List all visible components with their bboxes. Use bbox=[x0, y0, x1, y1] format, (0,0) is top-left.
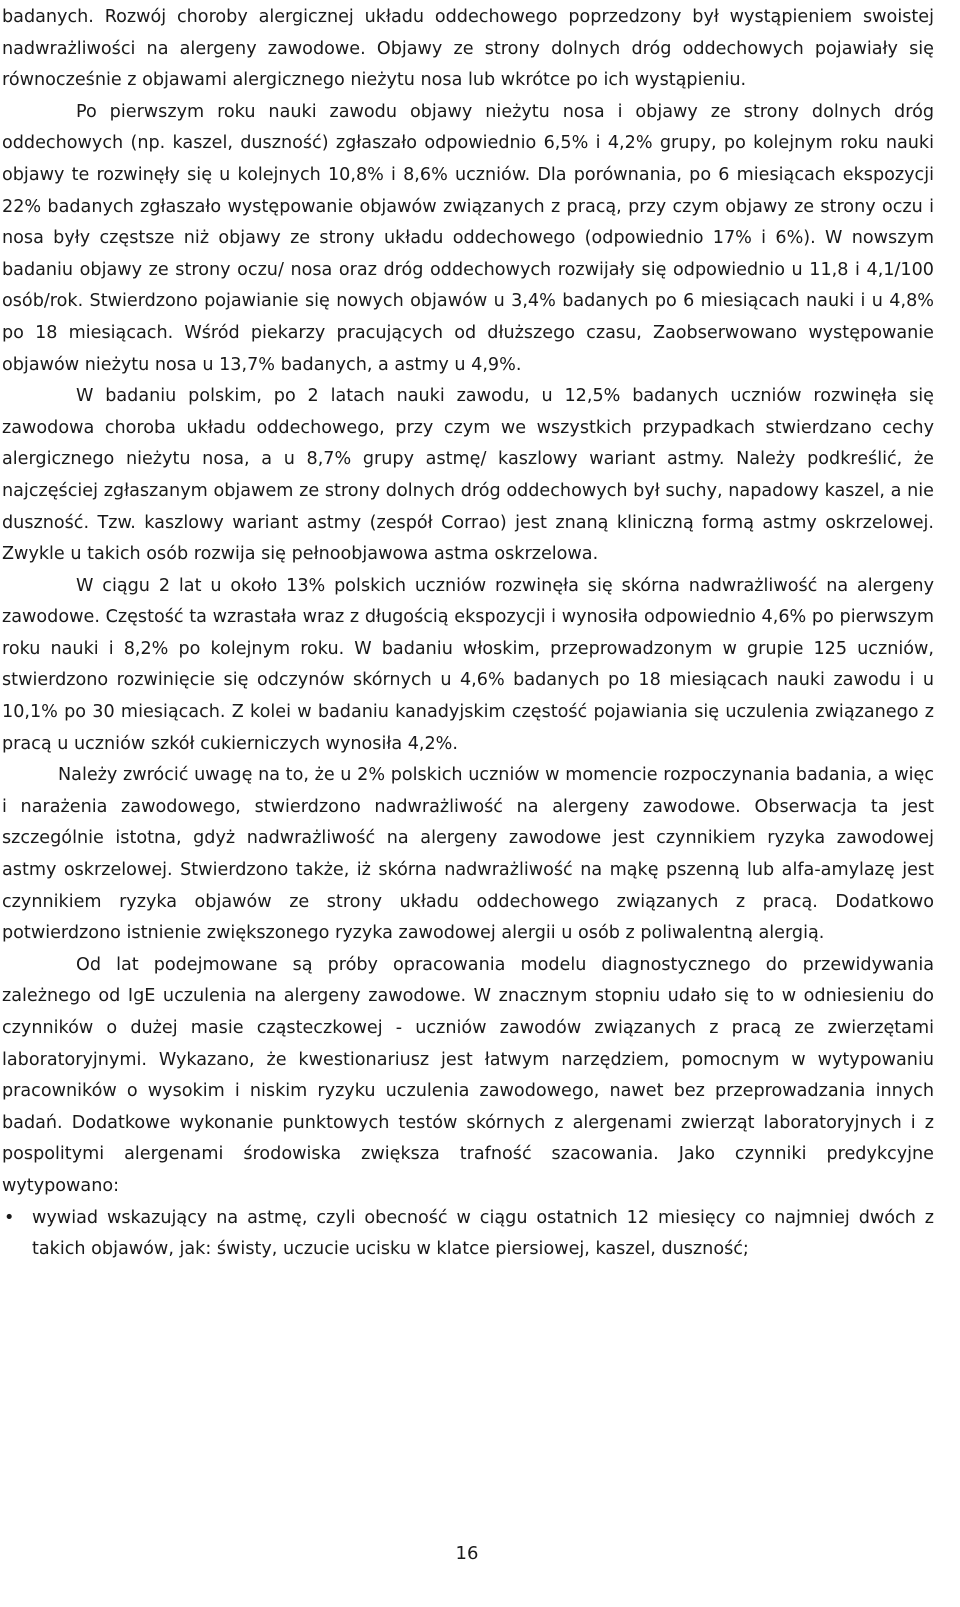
paragraph-diagnostic-model: Od lat podejmowane są próby opracowania modelu diagnostycznego do przewidywania zależnego od IgE uczulenia na alergeny zawodowe. W znacznym stopniu udało się to w odniesieniu do czynników o dużej masie cząsteczkowej - uczniów zawodów związanych z pracą ze zwierzętami laboratoryjnymi. Wykazano, że kwestionariusz jest łatwym narzędziem, pomocnym w wytypowaniu pracowników o wysokim i niskim ryzyku uczulenia zawodowego, nawet bez przeprowadzania innych badań. Dodatkowe wykonanie punktowych testów skórnych z alergenami zwierząt laboratoryjnych i z pospolitymi alergenami środowiska zwiększa trafność szacowania. Jako czynniki predykcyjne wytypowano: bbox=[2, 954, 934, 1196]
predictive-factors-list bbox=[2, 1203, 934, 1266]
paragraph-skin-sensitization: W ciągu 2 lat u około 13% polskich uczniów rozwinęła się skórna nadwrażliwość na alergeny zawodowe. Częstość ta wzrastała wraz z długością ekspozycji i wynosiła odpowiednio 4,6% po pierwszym roku nauki i 8,2% po kolejnym roku. W badaniu włoskim, przeprowadzonym w grupie 125 uczniów, stwierdzono rozwinięcie się odczynów skórnych u 4,6% badanych po 18 miesiącach nauki zawodu i u 10,1% po 30 miesiącach. Z kolei w badaniu kanadyjskim częstość pojawiania się uczulenia związanego z pracą u uczniów szkół cukierniczych wynosiła 4,2%. bbox=[2, 575, 934, 754]
list-item-text: wywiad wskazujący na astmę, czyli obecność w ciągu ostatnich 12 miesięcy co najmniej dwóch z takich objawów, jak: świsty, uczucie ucisku w klatce piersiowej, kaszel, duszność; bbox=[32, 1207, 934, 1260]
paragraph-risk-factors: Należy zwrócić uwagę na to, że u 2% polskich uczniów w momencie rozpoczynania badania, a więc i narażenia zawodowego, stwierdzono nadwrażliwość na alergeny zawodowe. Obserwacja ta jest szczególnie istotna, gdyż nadwrażliwość na alergeny zawodowe jest czynnikiem ryzyka zawodowej astmy oskrzelowej. Stwierdzono także, iż skórna nadwrażliwość na mąkę pszenną lub alfa-amylazę jest czynnikiem ryzyka objawów ze strony układu oddechowego związanych z pracą. Dodatkowo potwierdzono istnienie zwiększonego ryzyka zawodowej alergii u osób z poliwalentną alergią. bbox=[2, 765, 934, 944]
paragraph-continuation: badanych. Rozwój choroby alergicznej układu oddechowego poprzedzony był wystąpieniem swoistej nadwrażliwości na alergeny zawodowe. Objawy ze strony dolnych dróg oddechowych pojawiały się równocześnie z objawami alergicznego nieżytu nosa lub wkrótce po ich wystąpieniu. bbox=[2, 7, 934, 91]
document-page bbox=[2, 2, 934, 1266]
page-number: 16 bbox=[455, 1543, 479, 1564]
bullet-icon: • bbox=[4, 1207, 15, 1228]
paragraph-polish-study: W badaniu polskim, po 2 latach nauki zawodu, u 12,5% badanych uczniów rozwinęła się zawodowa choroba układu oddechowego, przy czym we wszystkich przypadkach stwierdzano cechy alergicznego nieżytu nosa, a u 8,7% grupy astmę/ kaszlowy wariant astmy. Należy podkreślić, że najczęściej zgłaszanym objawem ze strony dolnych dróg oddechowych był suchy, napadowy kaszel, a nie duszność. Tzw. kaszlowy wariant astmy (zespół Corrao) jest znaną kliniczną formą astmy oskrzelowej. Zwykle u takich osób rozwija się pełnoobjawowa astma oskrzelowa. bbox=[2, 386, 934, 565]
list-item bbox=[2, 1203, 934, 1266]
paragraph-symptoms-progression: Po pierwszym roku nauki zawodu objawy nieżytu nosa i objawy ze strony dolnych dróg oddechowych (np. kaszel, duszność) zgłaszało odpowiednio 6,5% i 4,2% grupy, po kolejnym roku nauki objawy te rozwinęły się u kolejnych 10,8% i 8,6% uczniów. Dla porównania, po 6 miesiącach ekspozycji 22% badanych zgłaszało występowanie objawów związanych z pracą, przy czym objawy ze strony oczu i nosa były częstsze niż objawy ze strony układu oddechowego (odpowiednio 17% i 6%). W nowszym badaniu objawy ze strony oczu/ nosa oraz dróg oddechowych rozwijały się odpowiednio u 11,8 i 4,1/100 osób/rok. Stwierdzono pojawianie się nowych objawów u 3,4% badanych po 6 miesiącach nauki i u 4,8% po 18 miesiącach. Wśród piekarzy pracujących od dłuższego czasu, Zaobserwowano występowanie objawów nieżytu nosa u 13,7% badanych, a astmy u 4,9%. bbox=[2, 101, 934, 375]
